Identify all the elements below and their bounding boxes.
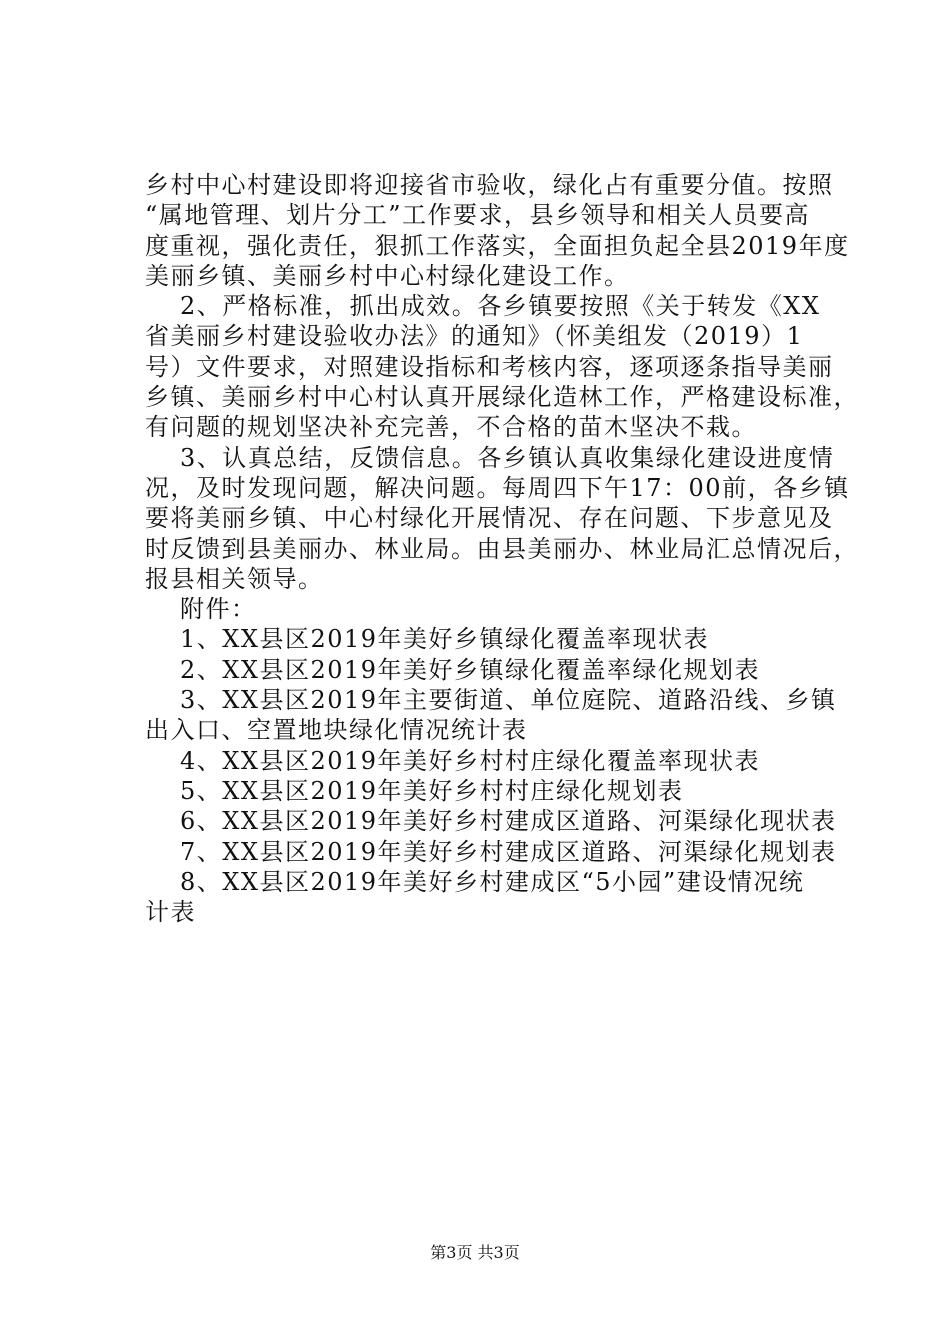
paragraph-line: 报县相关领导。	[145, 564, 324, 593]
attachments-label: 附件：	[180, 595, 257, 624]
page-number: 第3页 共3页	[430, 1243, 520, 1262]
paragraph-line: 有问题的规划坚决补充完善，不合格的苗木坚决不栽。	[145, 413, 757, 442]
paragraph-line: 乡镇、美丽乡村中心村认真开展绿化造林工作，严格建设标准，	[145, 383, 859, 412]
paragraph-line: 况，及时发现问题，解决问题。每周四下午17：00前，各乡镇	[145, 473, 850, 502]
page-footer	[0, 1243, 950, 1263]
attachment-item: 4、XX县区2019年美好乡村村庄绿化覆盖率现状表	[180, 746, 761, 775]
document-body	[145, 170, 859, 927]
paragraph-line: 2、严格标准，抓出成效。各乡镇要按照《关于转发《XX	[180, 292, 821, 321]
attachment-item: 6、XX县区2019年美好乡村建成区道路、河渠绿化现状表	[180, 807, 837, 836]
paragraph-line: 省美丽乡村建设验收办法》的通知》（怀美组发（2019）1	[145, 322, 804, 351]
paragraph-line: 号）文件要求，对照建设指标和考核内容，逐项逐条指导美丽	[145, 352, 834, 381]
attachment-item: 5、XX县区2019年美好乡村村庄绿化规划表	[180, 776, 684, 805]
paragraph-line: 要将美丽乡镇、中心村绿化开展情况、存在问题、下步意见及	[145, 504, 834, 533]
paragraph-line: “属地管理、划片分工”工作要求，县乡领导和相关人员要高	[145, 201, 811, 230]
attachment-item: 1、XX县区2019年美好乡镇绿化覆盖率现状表	[180, 625, 710, 654]
paragraph-line: 美丽乡镇、美丽乡村中心村绿化建设工作。	[145, 261, 630, 290]
attachment-item: 3、XX县区2019年主要街道、单位庭院、道路沿线、乡镇	[180, 686, 837, 715]
paragraph-line: 度重视，强化责任，狠抓工作落实，全面担负起全县2019年度	[145, 231, 850, 260]
attachment-item-continuation: 计表	[145, 898, 196, 927]
attachment-item: 7、XX县区2019年美好乡村建成区道路、河渠绿化规划表	[180, 837, 837, 866]
attachment-item: 8、XX县区2019年美好乡村建成区“5小园”建设情况统	[180, 867, 805, 896]
paragraph-line: 3、认真总结，反馈信息。各乡镇认真收集绿化建设进度情	[180, 443, 835, 472]
paragraph-line: 乡村中心村建设即将迎接省市验收，绿化占有重要分值。按照	[145, 171, 834, 199]
paragraph-line: 时反馈到县美丽办、林业局。由县美丽办、林业局汇总情况后，	[145, 534, 859, 563]
attachment-item-continuation: 出入口、空置地块绿化情况统计表	[145, 716, 528, 745]
attachment-item: 2、XX县区2019年美好乡镇绿化覆盖率绿化规划表	[180, 655, 761, 684]
